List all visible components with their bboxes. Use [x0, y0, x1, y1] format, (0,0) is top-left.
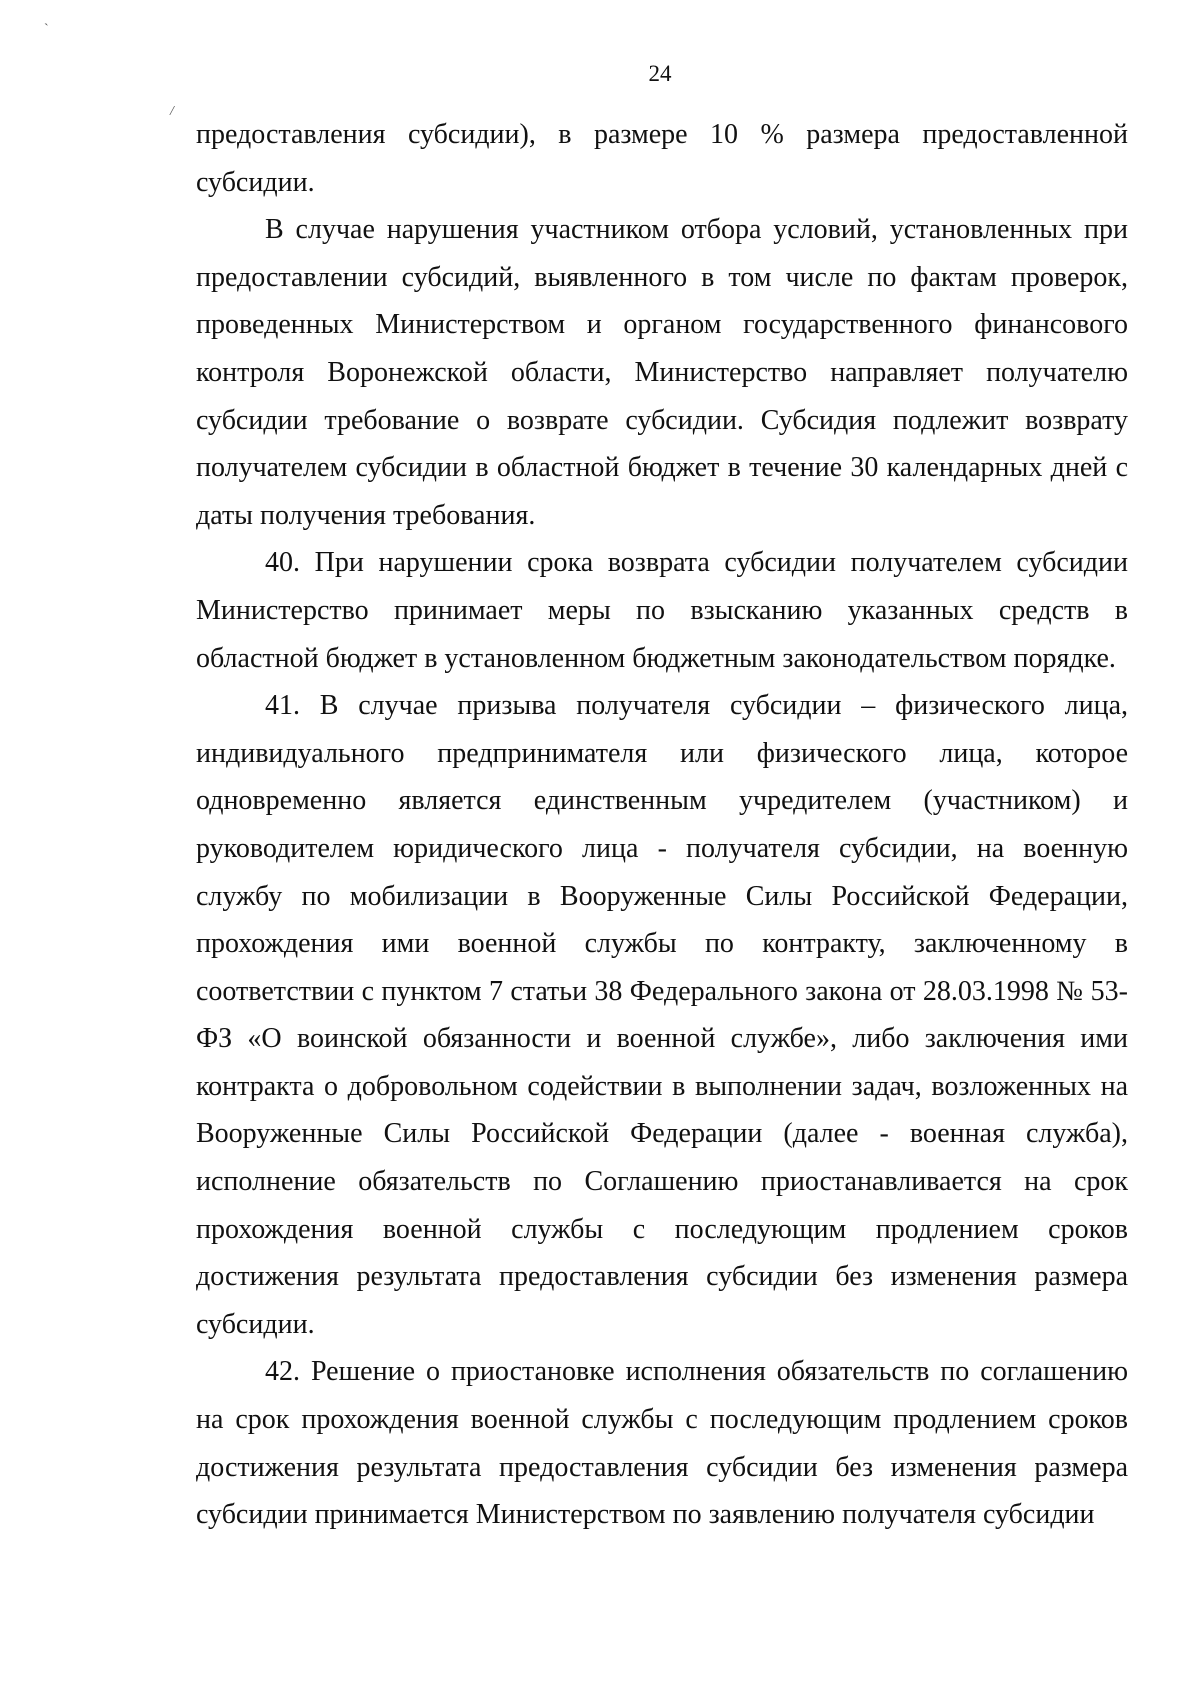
paragraph-40: 40. При нарушении срока возврата субсидии получателем субсидии Министерство принимает меры по взысканию указанных средств в областной бюджет в установленном бюджетным законодательством порядке.: [196, 547, 1128, 674]
paragraph-41: 41. В случае призыва получателя субсидии – физического лица, индивидуального предпринимателя или физического лица, которое одновременно является единственным учредителем (участником) и руководителем юридического лица - получателя субсидии, на военную службу по мобилизации в Вооруженные Силы Российской Федерации, прохождения ими военной службы по контракту, заключенному в соответствии с пунктом 7 статьи 38 Федерального закона от 28.03.1998 № 53-ФЗ «О воинской обязанности и военной службе», либо заключения ими контракта о добровольном содействии в выполнении задач, возложенных на Вооруженные Силы Российской Федерации (далее - военная служба), исполнение обязательств по Соглашению приостанавливается на срок прохождения военной службы с последующим продлением сроков достижения результата предоставления субсидии без изменения размера субсидии.: [196, 690, 1128, 1340]
paragraph-42: 42. Решение о приостановке исполнения обязательств по соглашению на срок прохождения военной службы с последующим продлением сроков достижения результата предоставления субсидии без изменения размера субсидии принимается Министерством по заявлению получателя субсидии: [196, 1356, 1128, 1531]
document-body: [196, 111, 1128, 1539]
scan-mark: `: [44, 22, 49, 37]
margin-mark: /: [170, 104, 174, 119]
paragraph-violation-return: В случае нарушения участником отбора условий, установленных при предоставлении субсидий, выявленного в том числе по фактам проверок, проведенных Министерством и органом государственного финансового контроля Воронежской области, Министерство направляет получателю субсидии требование о возврате субсидии. Субсидия подлежит возврату получателем субсидии в областной бюджет в течение 30 календарных дней с даты получения требования.: [196, 214, 1128, 531]
paragraph-continuation: предоставления субсидии), в размере 10 % размера предоставленной субсидии.: [196, 119, 1128, 198]
page-number: 24: [648, 61, 672, 86]
